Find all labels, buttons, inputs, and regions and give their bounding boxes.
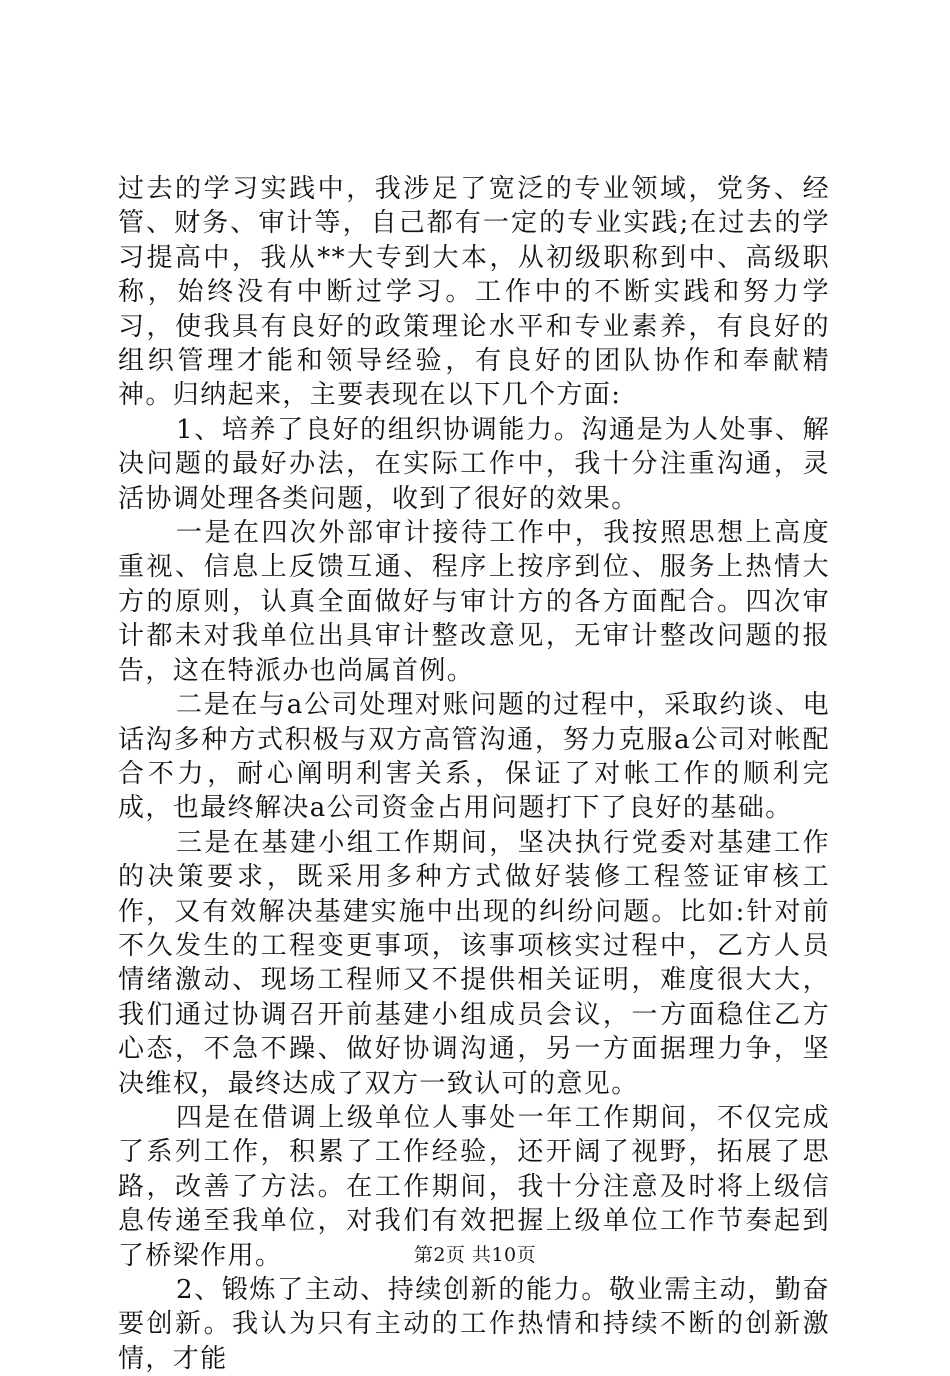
paragraph-point-4: 四是在借调上级单位人事处一年工作期间，不仅完成了系列工作，积累了工作经验，还开阔了视野，拓展了思路，改善了方法。在工作期间，我十分注意及时将上级信息传递至我单位，对我们有效把握上级单位工作节奏起到了桥梁作用。	[118, 1102, 830, 1271]
paragraph-section-1: 1、培养了良好的组织协调能力。沟通是为人处事、解决问题的最好办法，在实际工作中，我十分注重沟通，灵活协调处理各类问题，收到了很好的效果。	[118, 414, 830, 514]
paragraph-point-2: 二是在与a公司处理对账问题的过程中，采取约谈、电话沟多种方式积极与双方高管沟通，努力克服a公司对帐配合不力，耐心阐明利害关系，保证了对帐工作的顺利完成，也最终解决a公司资金占用问题打下了良好的基础。	[118, 690, 830, 824]
paragraph-section-2: 2、锻炼了主动、持续创新的能力。敬业需主动，勤奋要创新。我认为只有主动的工作热情和持续不断的创新激情，才能	[118, 1275, 830, 1374]
paragraph-point-1: 一是在四次外部审计接待工作中，我按照思想上高度重视、信息上反馈互通、程序上按序到位、服务上热情大方的原则，认真全面做好与审计方的各方面配合。四次审计都未对我单位出具审计整改意见，无审计整改问题的报告，这在特派办也尚属首例。	[118, 518, 830, 686]
document-body	[118, 172, 830, 1376]
paragraph-point-3: 三是在基建小组工作期间，坚决执行党委对基建工作的决策要求，既采用多种方式做好装修工程签证审核工作，又有效解决基建实施中出现的纠纷问题。比如:针对前不久发生的工程变更事项，该事项核实过程中，乙方人员情绪激动、现场工程师又不提供相关证明，难度很大大，我们通过协调召开前基建小组成员会议，一方面稳住乙方心态，不急不躁、做好协调沟通，另一方面据理力争，坚决维权，最终达成了双方一致认可的意见。	[118, 827, 830, 1099]
paragraph-intro: 过去的学习实践中，我涉足了宽泛的专业领域，党务、经管、财务、审计等，自己都有一定的专业实践;在过去的学习提高中，我从**大专到大本，从初级职称到中、高级职称，始终没有中断过学习。工作中的不断实践和努力学习，使我具有良好的政策理论水平和专业素养，有良好的组织管理才能和领导经验，有良好的团队协作和奉献精神。归纳起来，主要表现在以下几个方面:	[118, 174, 830, 411]
page-number-footer: 第2页 共10页	[413, 1244, 537, 1266]
